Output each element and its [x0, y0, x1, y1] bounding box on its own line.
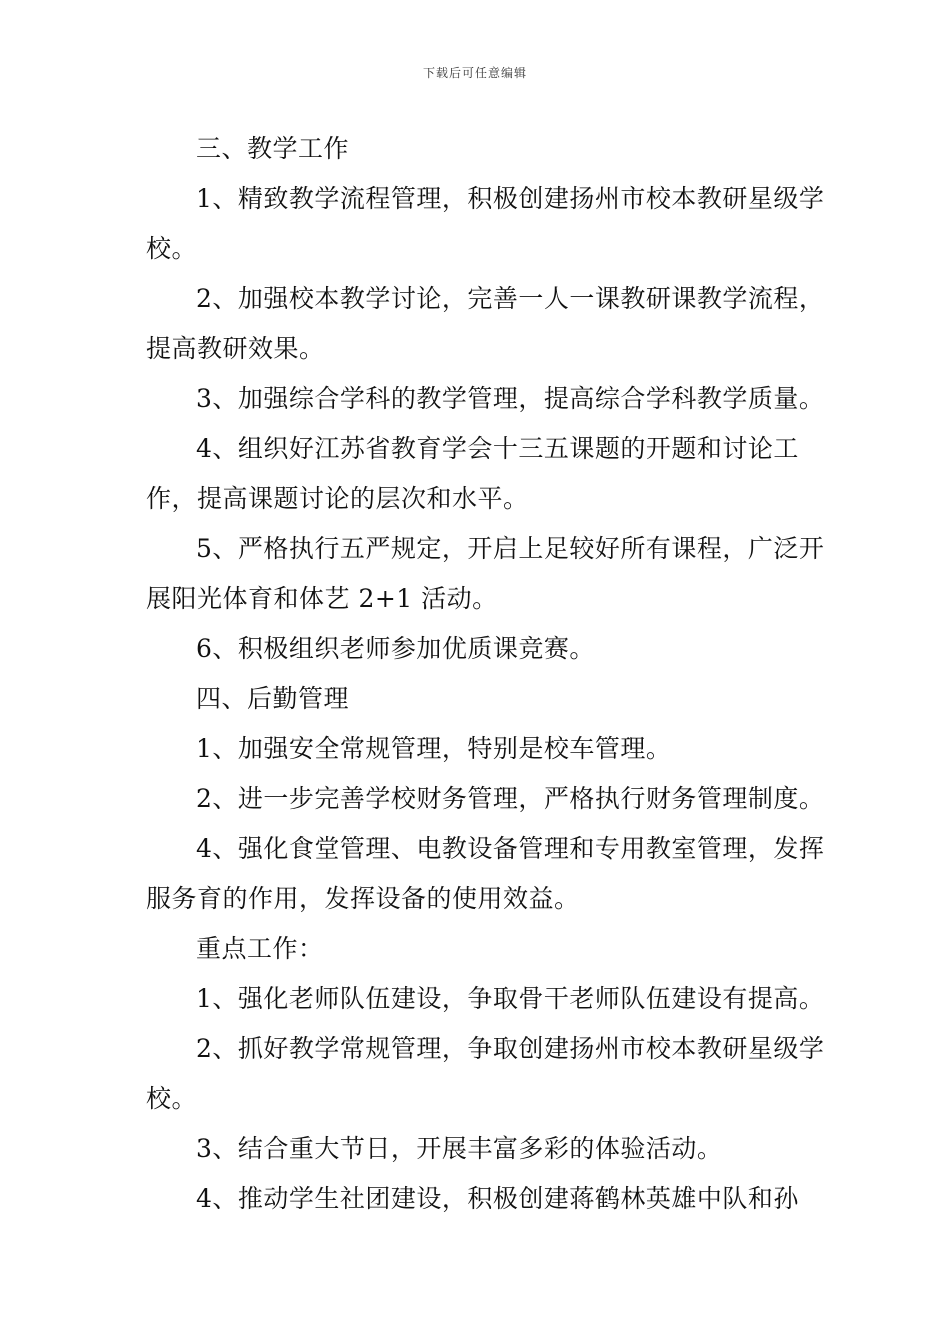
paragraph: 1、加强安全常规管理，特别是校车管理。: [196, 734, 672, 763]
paragraph: 1、精致教学流程管理，积极创建扬州市校本教研星级学校。: [146, 184, 825, 263]
page-header: 下载后可任意编辑: [422, 66, 527, 80]
paragraph: 2、进一步完善学校财务管理，严格执行财务管理制度。: [196, 784, 825, 813]
section-heading-teaching: 三、教学工作: [196, 134, 350, 163]
paragraph: 6、积极组织老师参加优质课竞赛。: [196, 634, 595, 663]
paragraph: 4、强化食堂管理、电教设备管理和专用教室管理，发挥服务育的作用，发挥设备的使用效益。: [146, 834, 825, 913]
paragraph: 4、组织好江苏省教育学会十三五课题的开题和讨论工作，提高课题讨论的层次和水平。: [146, 434, 799, 513]
section-heading-key-work: 重点工作：: [196, 934, 324, 963]
paragraph: 2、加强校本教学讨论，完善一人一课教研课教学流程，提高教研效果。: [146, 284, 825, 363]
document-body: [146, 124, 826, 1224]
paragraph: 5、严格执行五严规定，开启上足较好所有课程，广泛开展阳光体育和体艺 2+1 活动。: [146, 534, 825, 613]
paragraph: 1、强化老师队伍建设，争取骨干老师队伍建设有提高。: [196, 984, 825, 1013]
paragraph: 4、推动学生社团建设，积极创建蒋鹤林英雄中队和孙: [196, 1184, 799, 1213]
section-heading-logistics: 四、后勤管理: [196, 684, 350, 713]
paragraph: 2、抓好教学常规管理，争取创建扬州市校本教研星级学校。: [146, 1034, 825, 1113]
paragraph: 3、加强综合学科的教学管理，提高综合学科教学质量。: [196, 384, 825, 413]
paragraph: 3、结合重大节日，开展丰富多彩的体验活动。: [196, 1134, 723, 1163]
